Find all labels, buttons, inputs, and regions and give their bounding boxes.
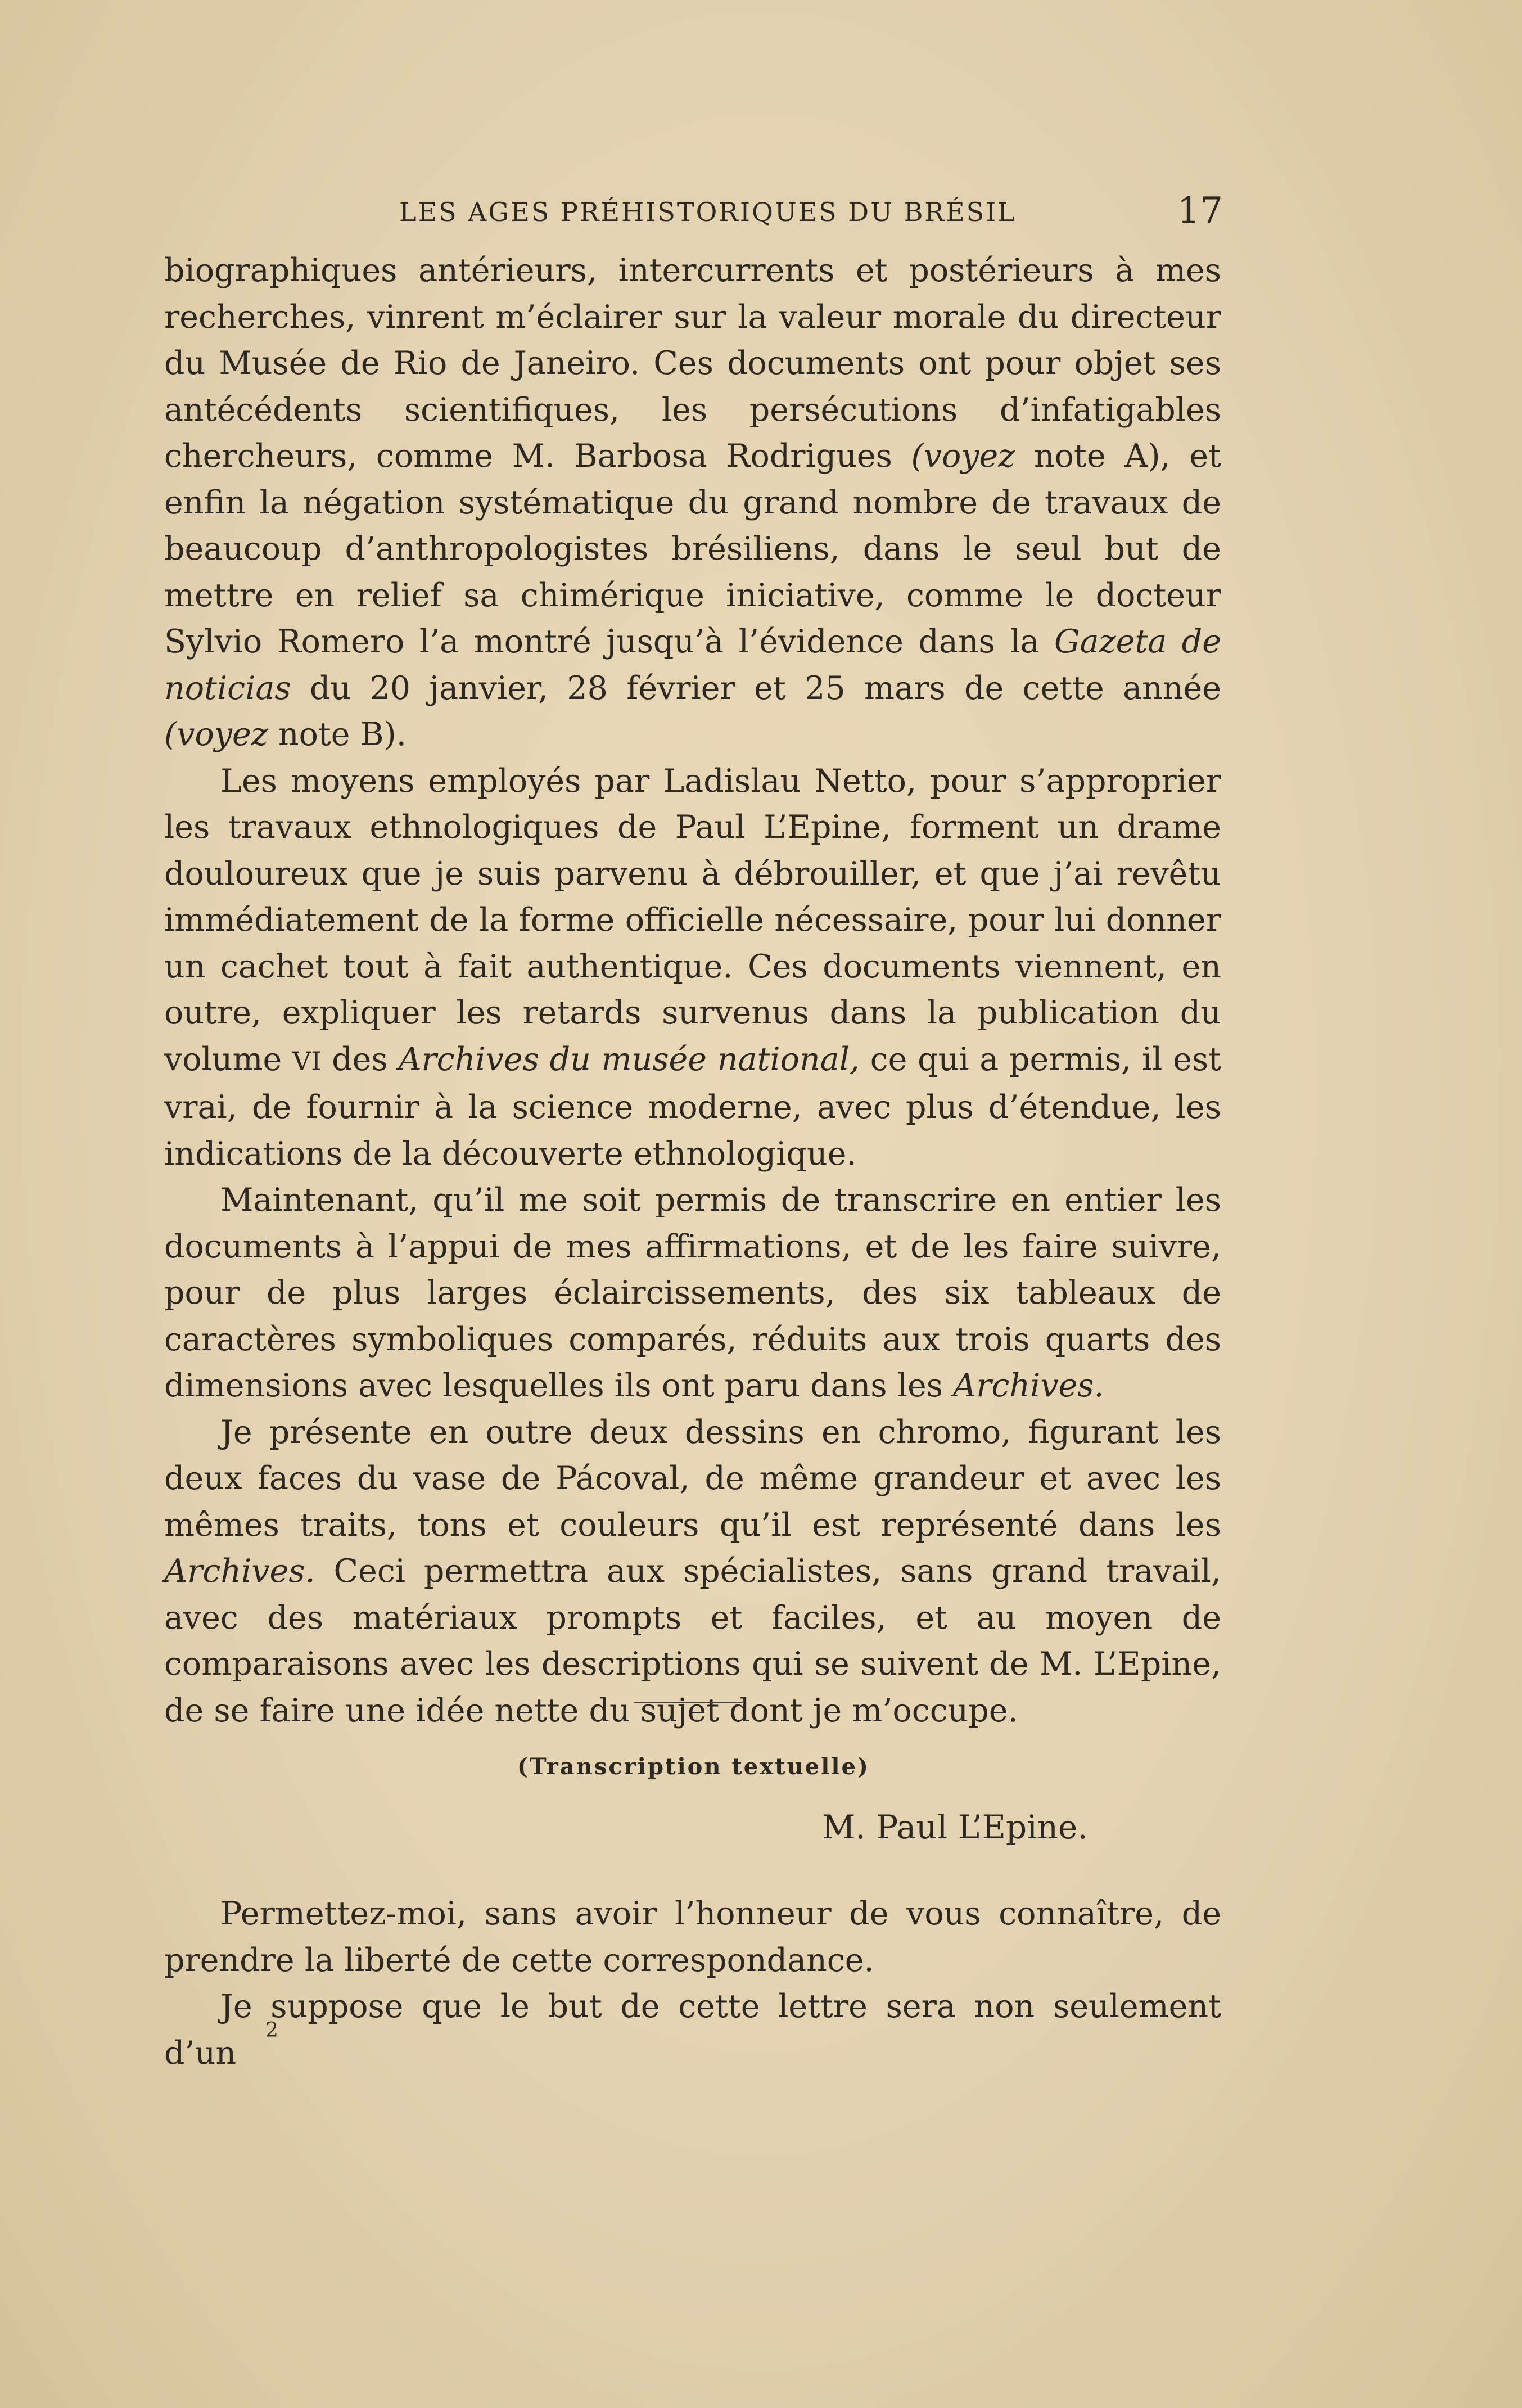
paragraph-3 (164, 1177, 1221, 1409)
italic-span: Archives du musée national, (398, 1040, 860, 1078)
text-span: note B). (268, 716, 407, 753)
paragraph-2 (164, 758, 1221, 1178)
text-span: du 20 janvier, 28 février et 25 mars de cette année (291, 669, 1221, 707)
letter-paragraph-1: Permettez-moi, sans avoir l’honneur de vous connaître, de prendre la liberté de cette correspondance. (164, 1895, 1221, 1979)
volume-number: VI (292, 1045, 322, 1076)
italic-span: (voyez (911, 438, 1015, 475)
paragraph-1 (164, 247, 1221, 758)
transcription-heading: (Transcription textuelle) (517, 1753, 870, 1780)
page-header (166, 190, 1223, 241)
page-number: 17 (1177, 190, 1223, 232)
text-span: Ceci permettra aux spécialistes, sans grand travail, avec des matériaux prompts et faciles, et au moyen de comparaisons avec les descriptions qui se suivent de M. L’Epine, de se faire une idée nette du sujet dont je m’occupe. (164, 1553, 1221, 1729)
italic-span: Gazeta de noticias (164, 623, 1222, 707)
signature-mark: 2 (265, 2019, 278, 2042)
letter-salutation: M. Paul L’Epine. (822, 1808, 1088, 1846)
italic-span: Archives. (164, 1553, 315, 1590)
section-divider (634, 1702, 744, 1703)
text-span: Les moyens employés par Ladislau Netto, pour s’approprier les travaux ethnologiques de Paul L’Epine, forment un drame douloureux que je suis parvenu à débrouiller, et que j’ai revêtu immédiatement de la forme officielle nécessaire, pour lui donner un cachet tout à fait authentique. Ces documents viennent, en outre, expliquer les retards survenus dans la publication du volume (164, 762, 1221, 1078)
running-head: LES AGES PRÉHISTORIQUES DU BRÉSIL (399, 197, 1017, 227)
text-span: des (321, 1040, 399, 1078)
text-span: ce qui a permis, il est vrai, de fournir à la science moderne, avec plus d’étendue, les indications de la découverte ethnologique. (164, 1040, 1221, 1173)
body-text (164, 247, 1221, 1734)
text-span: biographiques antérieurs, intercurrents et postérieurs à mes recherches, vinrent m’éclairer sur la valeur morale du directeur du Musée de Rio de Janeiro. Ces documents ont pour objet ses antécédents scientifiques, les persécutions d’infatigables chercheurs, comme M. Barbosa Rodrigues (164, 252, 1221, 475)
letter-text (164, 1891, 1221, 2076)
paragraph-4 (164, 1409, 1221, 1734)
letter-paragraph-2: Je suppose que le but de cette lettre sera non seulement d’un (164, 1988, 1221, 2072)
italic-span: (voyez (164, 716, 268, 753)
text-span: note A), et enfin la négation systématique du grand nombre de travaux de beaucoup d’anthropologistes brésiliens, dans le seul but de mettre en relief sa chimérique iniciative, comme le docteur Sylvio Romero l’a montré jusqu’à l’évidence dans la (164, 438, 1221, 660)
text-span: Maintenant, qu’il me soit permis de transcrire en entier les documents à l’appui de mes affirmations, et de les faire suivre, pour de plus larges éclaircissements, des six tableaux de caractères symboliques comparés, réduits aux trois quarts des dimensions avec lesquelles ils ont paru dans les (164, 1182, 1221, 1404)
text-span: Je présente en outre deux dessins en chromo, figurant les deux faces du vase de Pácoval, de même grandeur et avec les mêmes traits, tons et couleurs qu’il est représenté dans les (164, 1413, 1221, 1544)
italic-span: Archives. (953, 1367, 1104, 1404)
